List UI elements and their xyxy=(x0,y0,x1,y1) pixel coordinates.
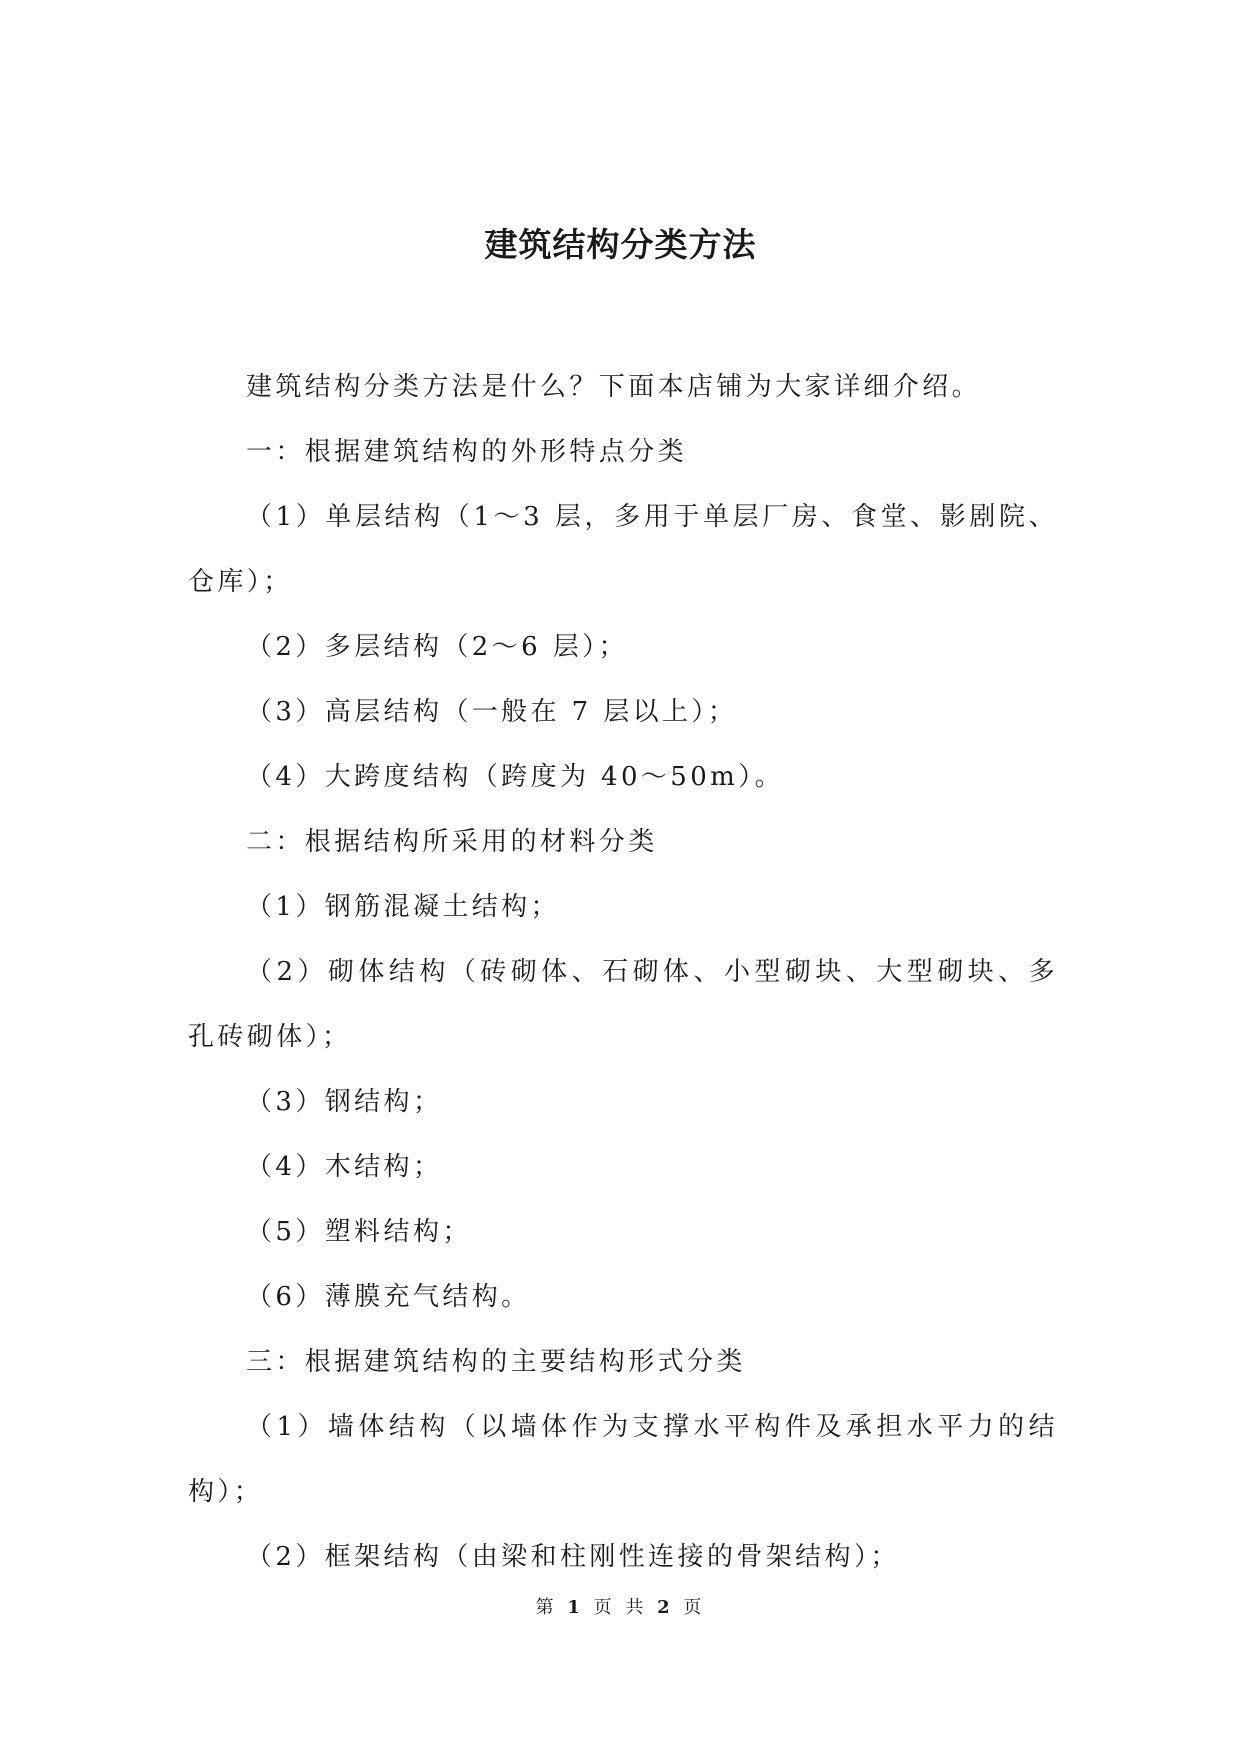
list-item: （2）框架结构（由梁和柱刚性连接的骨架结构）； xyxy=(246,1542,900,1572)
document-body xyxy=(188,355,1058,1590)
footer-suffix: 页 xyxy=(683,1597,706,1618)
footer-prefix: 第 xyxy=(535,1597,558,1618)
list-item: （3）高层结构（一般在 7 层以上）； xyxy=(246,697,738,727)
list-item: （5）塑料结构； xyxy=(246,1217,472,1247)
list-item: （4）大跨度结构（跨度为 40～50m）。 xyxy=(246,762,785,792)
list-item: （1）单层结构（1～3 层，多用于单层厂房、食堂、影剧院、仓库）； xyxy=(188,502,1058,597)
list-item: （2）多层结构（2～6 层）； xyxy=(246,632,628,662)
footer-middle: 页 共 xyxy=(593,1597,648,1618)
section-heading-3: 三：根据建筑结构的主要结构形式分类 xyxy=(246,1347,746,1377)
list-item: （6）薄膜充气结构。 xyxy=(246,1282,531,1312)
list-item: （2）砌体结构（砖砌体、石砌体、小型砌块、大型砌块、多孔砖砌体）； xyxy=(188,957,1058,1052)
list-item: （3）钢结构； xyxy=(246,1087,443,1117)
list-item: （4）木结构； xyxy=(246,1152,443,1182)
paragraph-intro: 建筑结构分类方法是什么？下面本店铺为大家详细介绍。 xyxy=(246,372,982,402)
page-footer xyxy=(0,1596,1241,1620)
document-title: 建筑结构分类方法 xyxy=(484,225,757,264)
list-item: （1）墙体结构（以墙体作为支撑水平构件及承担水平力的结构）； xyxy=(188,1412,1058,1507)
section-heading-1: 一：根据建筑结构的外形特点分类 xyxy=(246,437,688,467)
section-heading-2: 二：根据结构所采用的材料分类 xyxy=(246,827,658,857)
list-item: （1）钢筋混凝土结构； xyxy=(246,892,560,922)
total-pages-number: 2 xyxy=(657,1597,674,1618)
current-page-number: 1 xyxy=(567,1597,584,1618)
